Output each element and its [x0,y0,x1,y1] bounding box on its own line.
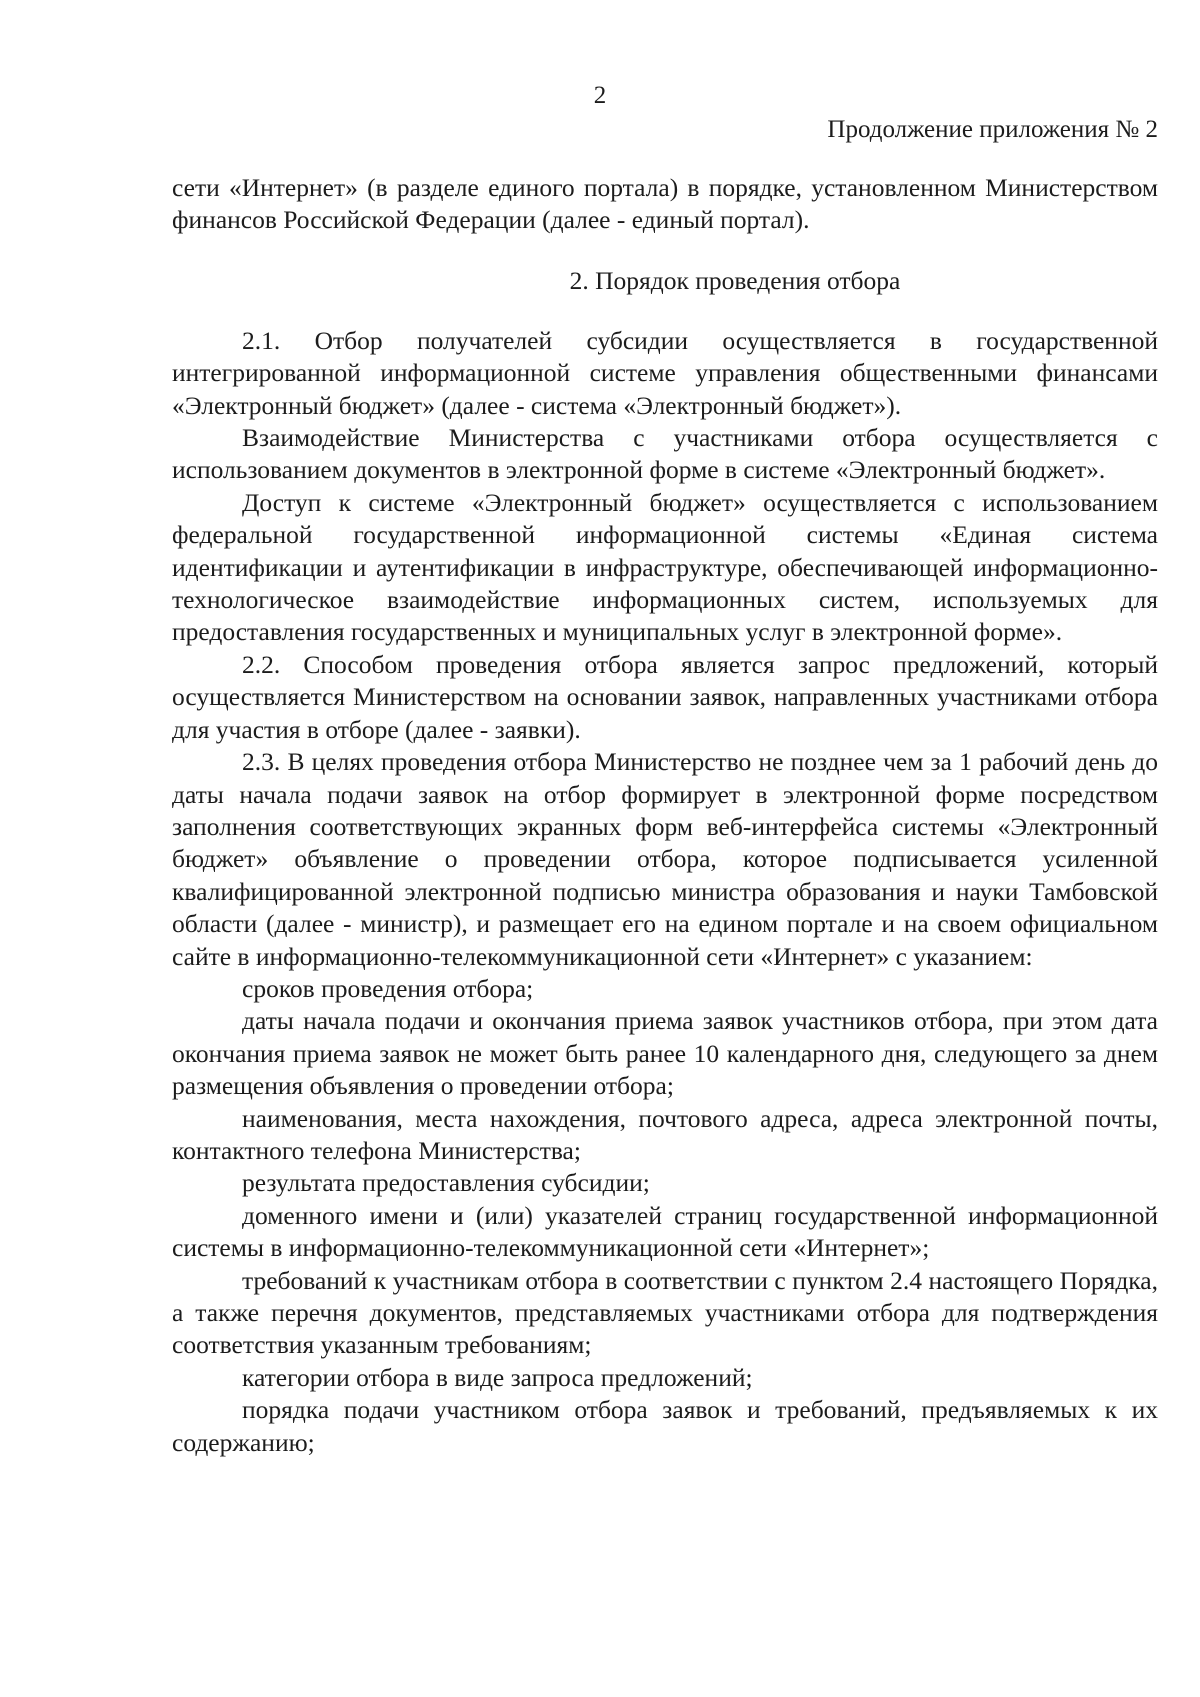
paragraph-2-3: 2.3. В целях проведения отбора Министерство не позднее чем за 1 рабочий день до даты начала подачи заявок на отбор формирует в электронной форме посредством заполнения соответствующих экранных форм веб-интерфейса системы «Электронный бюджет» объявление о проведении отбора, которое подписывается усиленной квалифицированной электронной подписью министра образования и науки Тамбовской области (далее - министр), и размещает его на едином портале и на своем официальном сайте в информационно-телекоммуникационной сети «Интернет» с указанием: [172,747,1158,971]
list-item-contacts: наименования, места нахождения, почтового адреса, адреса электронной почты, контактного телефона Министерства; [172,1103,1158,1165]
document-body [172,172,1158,1459]
paragraph-interaction: Взаимодействие Министерства с участниками отбора осуществляется с использованием документов в электронной форме в системе «Электронный бюджет». [172,423,1158,485]
section-heading: 2. Порядок проведения отбора [569,265,901,295]
list-item-domain: доменного имени и (или) указателей страниц государственной информационной системы в информационно-телекоммуникационной сети «Интернет»; [172,1200,1158,1263]
list-item-terms: сроков проведения отбора; [242,973,534,1003]
list-item-result: результата предоставления субсидии; [242,1168,650,1198]
page-number: 2 [593,82,607,109]
list-item-category: категории отбора в виде запроса предложений; [242,1362,753,1392]
list-item-submission: порядка подачи участником отбора заявок и требований, предъявляемых к их содержанию; [172,1395,1158,1457]
intro-paragraph: сети «Интернет» (в разделе единого портала) в порядке, установленном Министерством финансов Российской Федерации (далее - единый портал). [172,173,1158,235]
paragraph-2-2: 2.2. Способом проведения отбора является запрос предложений, который осуществляется Министерством на основании заявок, направленных участниками отбора для участия в отборе (далее - заявки). [172,649,1158,744]
paragraph-access: Доступ к системе «Электронный бюджет» осуществляется с использованием федеральной государственной информационной системы «Единая система идентификации и аутентификации в инфраструктуре, обеспечивающей информационно-технологическое взаимодействие информационных систем, используемых для предоставления государственных и муниципальных услуг в электронной форме». [172,487,1158,647]
list-item-requirements: требований к участникам отбора в соответствии с пунктом 2.4 настоящего Порядка, а также перечня документов, представляемых участниками отбора для подтверждения соответствия указанным требованиям; [172,1265,1158,1360]
list-item-dates: даты начала подачи и окончания приема заявок участников отбора, при этом дата окончания приема заявок не может быть ранее 10 календарного дня, следующего за днем размещения объявления о проведении отбора; [172,1006,1158,1101]
appendix-note: Продолжение приложения № 2 [827,116,1158,143]
paragraph-2-1: 2.1. Отбор получателей субсидии осуществляется в государственной интегрированной информационной системе управления общественными финансами «Электронный бюджет» (далее - система «Электронный бюджет»). [172,325,1158,420]
